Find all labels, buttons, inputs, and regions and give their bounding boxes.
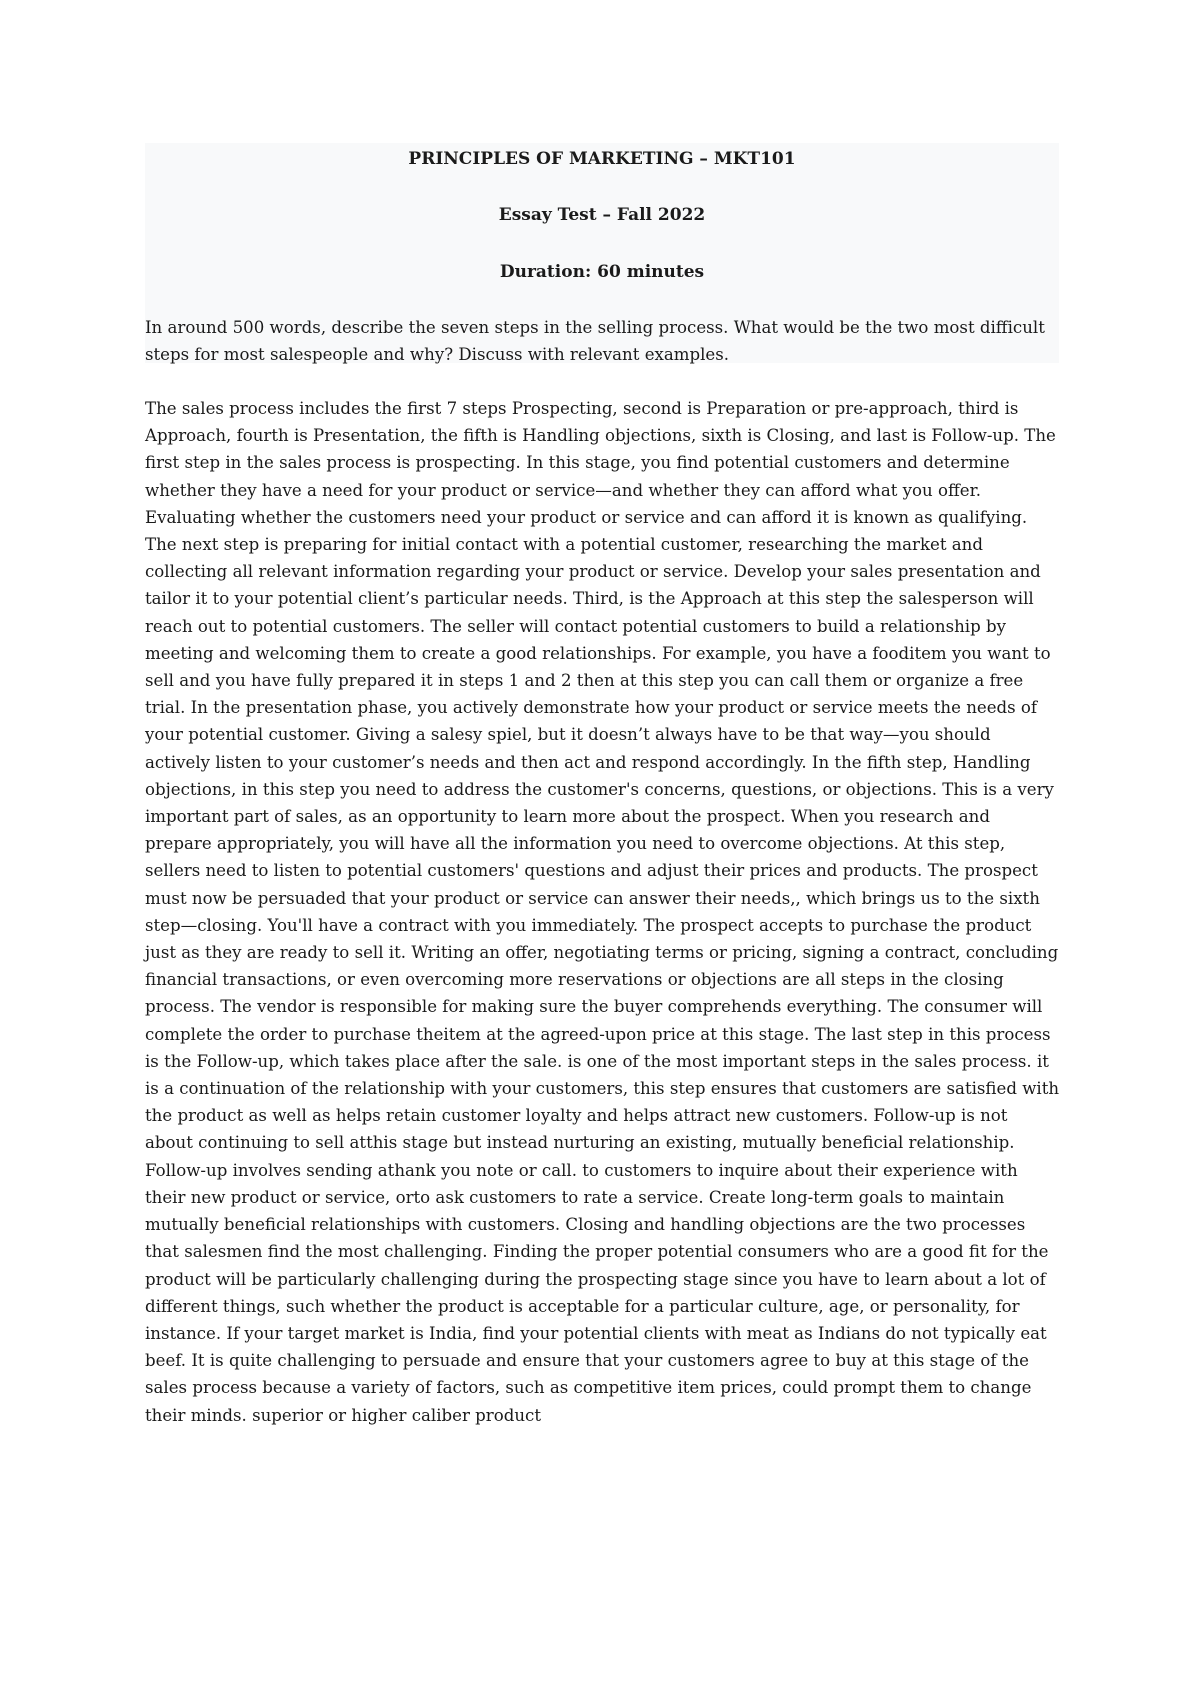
essay-body: The sales process includes the first 7 steps Prospecting, second is Preparation or pre-approach, third is Approach, fourth is Presentation, the fifth is Handling objections, sixth is Closing, and last is Follow-up. The first step in the sales process is prospecting. In this stage, you find potential customers and determine whether they have a need for your product or service—and whether they can afford what you offer. Evaluating whether the customers need your product or service and can afford it is known as qualifying. The next step is preparing for initial contact with a potential customer, researching the market and collecting all relevant information regarding your product or service. Develop your sales presentation and tailor it to your potential client’s particular needs. Third, is the Approach at this step the salesperson will reach out to potential customers. The seller will contact potential customers to build a relationship by meeting and welcoming them to create a good relationships. For example, you have a fooditem you want to sell and you have fully prepared it in steps 1 and 2 then at this step you can call them or organize a free trial. In the presentation phase, you actively demonstrate how your product or service meets the needs of your potential customer. Giving a salesy spiel, but it doesn’t always have to be that way—you should actively listen to your customer’s needs and then act and respond accordingly. In the fifth step, Handling objections, in this step you need to address the customer's concerns, questions, or objections. This is a very important part of sales, as an opportunity to learn more about the prospect. When you research and prepare appropriately, you will have all the information you need to overcome objections. At this step, sellers need to listen to potential customers' questions and adjust their prices and products. The prospect must now be persuaded that your product or service can answer their needs,, which brings us to the sixth step—closing. You'll have a contract with you immediately. The prospect accepts to purchase the product just as they are ready to sell it. Writing an offer, negotiating terms or pricing, signing a contract, concluding financial transactions, or even overcoming more reservations or objections are all steps in the closing process. The vendor is responsible for making sure the buyer comprehends everything. The consumer will complete the order to purchase theitem at the agreed-upon price at this stage. The last step in this process is the Follow-up, which takes place after the sale. is one of the most important steps in the sales process. it is a continuation of the relationship with your customers, this step ensures that customers are satisfied with the product as well as helps retain customer loyalty and helps attract new customers. Follow-up is not about continuing to sell atthis stage but instead nurturing an existing, mutually beneficial relationship. Follow-up involves sending athank you note or call. to customers to inquire about their experience with their new product or service, orto ask customers to rate a service. Create long-term goals to maintain mutually beneficial relationships with customers. Closing and handling objections are the two processes that salesmen find the most challenging. Finding the proper potential consumers who are a good fit for the product will be particularly challenging during the prospecting stage since you have to learn about a lot of different things, such whether the product is acceptable for a particular culture, age, or personality, for instance. If your target market is India, find your potential clients with meat as Indians do not typically eat beef. It is quite challenging to persuade and ensure that your customers agree to buy at this stage of the sales process because a variety of factors, such as competitive item prices, could prompt them to change their minds. superior or higher caliber product — [145, 399, 1060, 1425]
essay-prompt: In around 500 words, describe the seven steps in the selling process. What would be the two most difficult steps for most salespeople and why? Discuss with relevant examples. — [145, 318, 1045, 365]
test-title: Essay Test – Fall 2022 — [498, 205, 706, 225]
duration-label: Duration: 60 minutes — [499, 262, 705, 282]
course-title: PRINCIPLES OF MARKETING – MKT101 — [408, 149, 796, 169]
